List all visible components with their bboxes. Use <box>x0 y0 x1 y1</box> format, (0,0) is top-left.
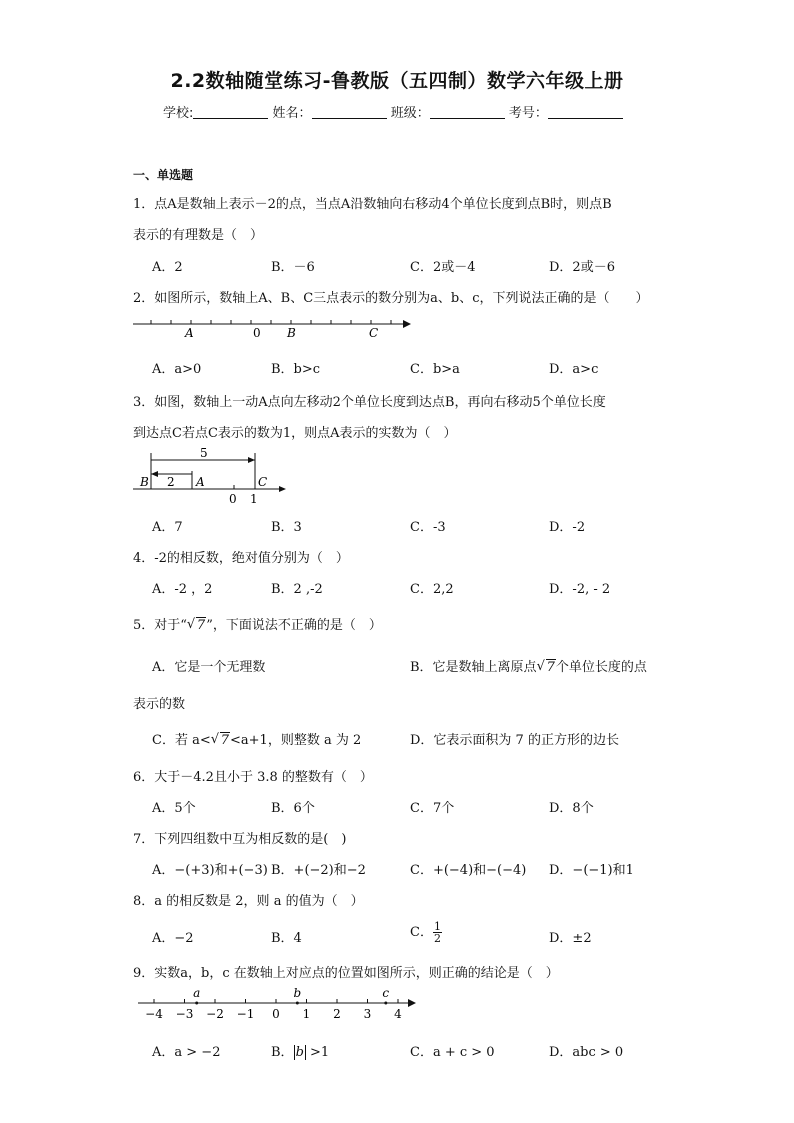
q9-option-a[interactable]: A．a > −2 <box>152 1045 221 1060</box>
student-info-line <box>163 102 623 121</box>
q8-fraction-half: $\frac{1}{2}$ <box>433 920 441 945</box>
q7-option-a[interactable]: A．−(+3)和+(−3) <box>152 863 268 878</box>
q5-option-c-sqrt7: √ 7 <box>211 733 230 748</box>
q6-option-d[interactable]: D．8个 <box>549 801 594 816</box>
q9-tick-label: 3 <box>363 1007 372 1021</box>
q5-option-b-text1: B．它是数轴上离原点 <box>410 660 537 675</box>
exam-no-blank[interactable] <box>548 106 623 119</box>
q3-stem-line2: 到达点C若点C表示的数为1，则点A表示的实数为（ ） <box>133 426 457 441</box>
q9-tick-label: −1 <box>236 1007 255 1021</box>
q9-option-b-label: B． <box>271 1045 294 1060</box>
q3-arrow-5 <box>248 457 255 463</box>
q5-sqrt7: √ 7 <box>187 618 206 633</box>
q9-tick-label: −4 <box>145 1007 163 1021</box>
q9-tick-label: 1 <box>302 1007 311 1021</box>
q8-stem: 8．a 的相反数是 2，则 a 的值为（ ） <box>133 894 364 909</box>
q2-ticks <box>151 320 391 324</box>
q9-option-b-rest: >1 <box>305 1045 330 1060</box>
q9-abs-b: b <box>295 1045 304 1060</box>
q2-option-d[interactable]: D．a>c <box>549 362 599 377</box>
q9-point-label: c <box>382 988 390 1000</box>
q5-option-b[interactable] <box>410 656 647 675</box>
q2-label-b: B <box>287 326 296 340</box>
q9-point-dot <box>384 1002 387 1005</box>
q8-option-b[interactable]: B．4 <box>271 931 302 946</box>
q3-option-b[interactable]: B．3 <box>271 520 302 535</box>
q9-ticks <box>145 999 402 1021</box>
q7-option-b[interactable]: B．+(−2)和−2 <box>271 863 366 878</box>
q5-stem-end: ”，下面说法不正确的是（ ） <box>206 618 382 633</box>
q9-tick-label: −2 <box>206 1007 224 1021</box>
q5-option-b-text2: 个单位长度的点 <box>555 660 647 675</box>
q4-option-c[interactable]: C．2,2 <box>410 582 454 597</box>
q3-arrow-2 <box>151 471 158 477</box>
q9-point-dot <box>195 1002 198 1005</box>
q3-option-c[interactable]: C．-3 <box>410 520 446 535</box>
q9-axis-arrow <box>408 999 416 1007</box>
class-blank[interactable] <box>430 106 505 119</box>
q7-option-c[interactable]: C．+(−4)和−(−4) <box>410 863 527 878</box>
q7-stem: 7．下列四组数中互为相反数的是( ) <box>133 832 347 847</box>
name-label: 姓名： <box>272 106 312 121</box>
q9-number-line-figure <box>138 988 418 1022</box>
q1-stem-line2: 表示的有理数是（ ） <box>133 228 264 243</box>
q9-stem: 9．实数a，b，c 在数轴上对应点的位置如图所示，则正确的结论是（ ） <box>133 966 559 981</box>
q2-label-a: A <box>185 326 194 340</box>
q9-tick-label: 2 <box>333 1007 341 1021</box>
q5-stem-start: 5．对于“ <box>133 618 187 633</box>
q9-point-label: a <box>193 988 201 1000</box>
q9-option-d[interactable]: D．abc > 0 <box>549 1045 624 1060</box>
q5-stem <box>133 614 382 633</box>
q5-option-d[interactable]: D．它表示面积为 7 的正方形的边长 <box>410 733 619 748</box>
q1-option-d[interactable]: D．2或－6 <box>549 260 615 275</box>
q9-tick-label: −3 <box>175 1007 194 1021</box>
q8-option-d[interactable]: D．±2 <box>549 931 592 946</box>
q3-label-5: 5 <box>200 446 208 460</box>
school-blank[interactable] <box>193 106 268 119</box>
q3-label-one: 1 <box>250 492 258 506</box>
q2-option-b[interactable]: B．b>c <box>271 362 321 377</box>
q8-option-c-label: C． <box>410 925 433 940</box>
q9-tick-label: 0 <box>272 1007 280 1021</box>
q2-option-a[interactable]: A．a>0 <box>152 362 202 377</box>
q4-option-b[interactable]: B．2 ,-2 <box>271 582 323 597</box>
q2-option-c[interactable]: C．b>a <box>410 362 460 377</box>
class-label: 班级： <box>390 106 430 121</box>
q9-option-b[interactable] <box>271 1041 329 1060</box>
q9-points <box>193 988 389 1005</box>
q5-option-c-text1: C．若 a< <box>152 733 211 748</box>
q5-option-c[interactable] <box>152 729 361 748</box>
q9-tick-label: 4 <box>394 1007 402 1021</box>
q3-stem-line1: 3．如图，数轴上一动A点向左移动2个单位长度到达点B，再向右移动5个单位长度 <box>133 395 606 410</box>
q2-stem: 2．如图所示，数轴上A、B、C三点表示的数分别为a、b、c，下列说法正确的是（ ） <box>133 291 649 306</box>
q5-option-b-sqrt7: √ 7 <box>537 660 556 675</box>
q5-option-a[interactable]: A．它是一个无理数 <box>152 660 266 675</box>
q2-axis-arrow <box>403 320 411 328</box>
q7-option-d[interactable]: D．−(−1)和1 <box>549 863 634 878</box>
school-label: 学校: <box>163 106 194 121</box>
q9-point-dot <box>296 1002 299 1005</box>
q3-label-2: 2 <box>167 475 175 489</box>
q4-stem: 4．-2的相反数，绝对值分别为（ ） <box>133 551 349 566</box>
exam-no-label: 考号： <box>508 106 548 121</box>
q6-stem: 6．大于－4.2且小于 3.8 的整数有（ ） <box>133 770 373 785</box>
section-heading: 一、单选题 <box>133 168 194 182</box>
q9-point-label: b <box>293 988 302 1000</box>
q3-label-zero: 0 <box>229 492 237 506</box>
q3-option-d[interactable]: D．-2 <box>549 520 586 535</box>
q4-option-a[interactable]: A．-2 ，2 <box>152 582 213 597</box>
q9-option-c[interactable]: C．a + c > 0 <box>410 1045 495 1060</box>
q1-stem-line1: 1．点A是数轴上表示－2的点，当点A沿数轴向右移动4个单位长度到点B时，则点B <box>133 197 612 212</box>
q1-option-a[interactable]: A．2 <box>152 260 183 275</box>
q3-label-c: C <box>258 475 268 489</box>
q8-option-c[interactable] <box>410 921 442 944</box>
q3-number-line-figure <box>133 443 293 507</box>
q6-option-c[interactable]: C．7个 <box>410 801 455 816</box>
q1-option-b[interactable]: B．－6 <box>271 260 315 275</box>
name-blank[interactable] <box>312 106 387 119</box>
q1-option-c[interactable]: C．2或－4 <box>410 260 476 275</box>
q6-option-b[interactable]: B．6个 <box>271 801 315 816</box>
q4-option-d[interactable]: D．-2, - 2 <box>549 582 611 597</box>
q5-option-c-text2: <a+1，则整数 a 为 2 <box>230 733 362 748</box>
q3-option-a[interactable]: A．7 <box>152 520 183 535</box>
document-title: 2.2数轴随堂练习-鲁教版（五四制）数学六年级上册 <box>170 70 624 92</box>
q3-label-a: A <box>196 475 205 489</box>
q6-option-a[interactable]: A．5个 <box>152 801 196 816</box>
q2-label-zero: 0 <box>253 326 261 340</box>
q3-label-b: B <box>140 475 149 489</box>
q8-option-a[interactable]: A．−2 <box>152 931 194 946</box>
q5-option-b-continued: 表示的数 <box>133 697 186 712</box>
q2-number-line-figure <box>133 314 413 344</box>
q2-label-c: C <box>369 326 379 340</box>
